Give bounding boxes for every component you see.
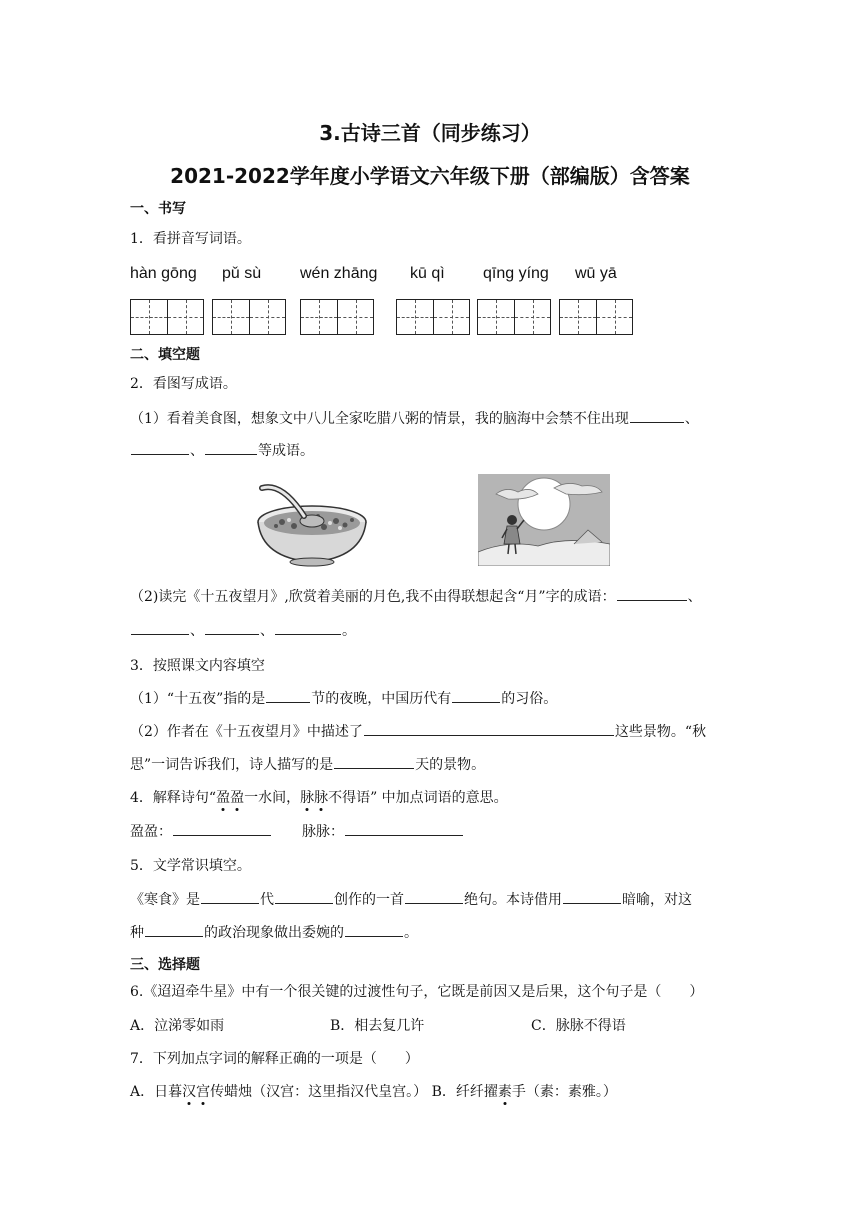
q2-part2-line2: 、 、 。 — [130, 620, 356, 640]
blank[interactable] — [173, 821, 271, 836]
writing-grid-2[interactable] — [212, 299, 286, 335]
blank[interactable] — [617, 586, 687, 601]
blank[interactable] — [131, 620, 189, 635]
writing-grid-5[interactable] — [477, 299, 551, 335]
q5-stem: 5．文学常识填空。 — [130, 858, 251, 874]
q7-options — [130, 1081, 617, 1101]
blank[interactable] — [563, 889, 621, 904]
blank[interactable] — [266, 688, 310, 703]
section-heading-fill: 二、填空题 — [130, 347, 200, 363]
section-heading-choice: 三、选择题 — [130, 957, 200, 973]
moon-girl-image — [478, 474, 610, 566]
blank[interactable] — [131, 440, 189, 455]
q3-stem: 3．按照课文内容填空 — [130, 658, 265, 674]
blank[interactable] — [630, 408, 684, 423]
q7-stem: 7．下列加点字词的解释正确的一项是（ ） — [130, 1051, 419, 1067]
blank[interactable] — [345, 922, 403, 937]
page-subtitle: 2021-2022学年度小学语文六年级下册（部编版）含答案 — [170, 164, 690, 188]
q1-stem: 1．看拼音写词语。 — [130, 231, 251, 247]
q7-option-a[interactable]: A．日暮汉宫传蜡烛（汉宫：这里指汉代皇宫。） — [130, 1084, 428, 1100]
q4-stem: 4．解释诗句“盈盈一水间，脉脉不得语” 中加点词语的意思。 — [130, 790, 508, 806]
q5-line2: 种 的政治现象做出委婉的 。 — [130, 922, 418, 942]
porridge-bowl-image — [252, 476, 372, 568]
blank[interactable] — [275, 889, 333, 904]
writing-grid-4[interactable] — [396, 299, 470, 335]
blank[interactable] — [201, 889, 259, 904]
q2-part2-line1: （2)读完《十五夜望月》,欣赏着美丽的月色,我不由得联想起含“月”字的成语： 、 — [130, 586, 702, 606]
pinyin-6: wū yā — [575, 265, 617, 282]
pinyin-2: pǔ sù — [222, 265, 262, 282]
q6-stem: 6.《迢迢牵牛星》中有一个很关键的过渡性句子，它既是前因又是后果，这个句子是（ ） — [130, 984, 704, 1000]
blank[interactable] — [275, 620, 341, 635]
pinyin-1: hàn gōng — [130, 265, 197, 282]
q6-option-b[interactable]: B．相去复几许 — [330, 1018, 425, 1034]
writing-grid-6[interactable] — [559, 299, 633, 335]
blank[interactable] — [452, 688, 500, 703]
page-title: 3.古诗三首（同步练习） — [319, 121, 541, 145]
q5-line1: 《寒食》是 代 创作的一首 绝句。本诗借用 暗喻，对这 — [130, 889, 692, 909]
blank[interactable] — [405, 889, 463, 904]
blank[interactable] — [205, 620, 259, 635]
blank[interactable] — [345, 821, 463, 836]
q3-part1: （1）“十五夜”指的是 节的夜晚，中国历代有 的习俗。 — [130, 688, 557, 708]
section-heading-writing: 一、书写 — [130, 201, 186, 217]
q2-stem: 2．看图写成语。 — [130, 376, 237, 392]
pinyin-3: wén zhāng — [300, 265, 378, 282]
q2-part1-line2: 、 等成语。 — [130, 440, 314, 460]
q2-part1-line1: （1）看着美食图，想象文中八儿全家吃腊八粥的情景，我的脑海中会禁不住出现 、 — [130, 408, 699, 428]
q7-option-b[interactable]: B．纤纤擢素手（素：素雅。） — [431, 1084, 617, 1100]
q3-part2-line2: 思”一词告诉我们，诗人描写的是 天的景物。 — [130, 754, 485, 774]
blank[interactable] — [364, 721, 614, 736]
writing-grid-1[interactable] — [130, 299, 204, 335]
q6-option-c[interactable]: C．脉脉不得语 — [531, 1018, 626, 1034]
pinyin-5: qīng yíng — [483, 265, 549, 282]
q6-option-a[interactable]: A．泣涕零如雨 — [130, 1018, 225, 1034]
blank[interactable] — [334, 754, 414, 769]
blank[interactable] — [205, 440, 257, 455]
pinyin-4: kū qì — [410, 265, 445, 282]
blank[interactable] — [145, 922, 203, 937]
q3-part2-line1: （2）作者在《十五夜望月》中描述了 这些景物。“秋 — [130, 721, 706, 741]
q4-answer-line: 盈盈： 脉脉： — [130, 821, 464, 841]
writing-grid-3[interactable] — [300, 299, 374, 335]
